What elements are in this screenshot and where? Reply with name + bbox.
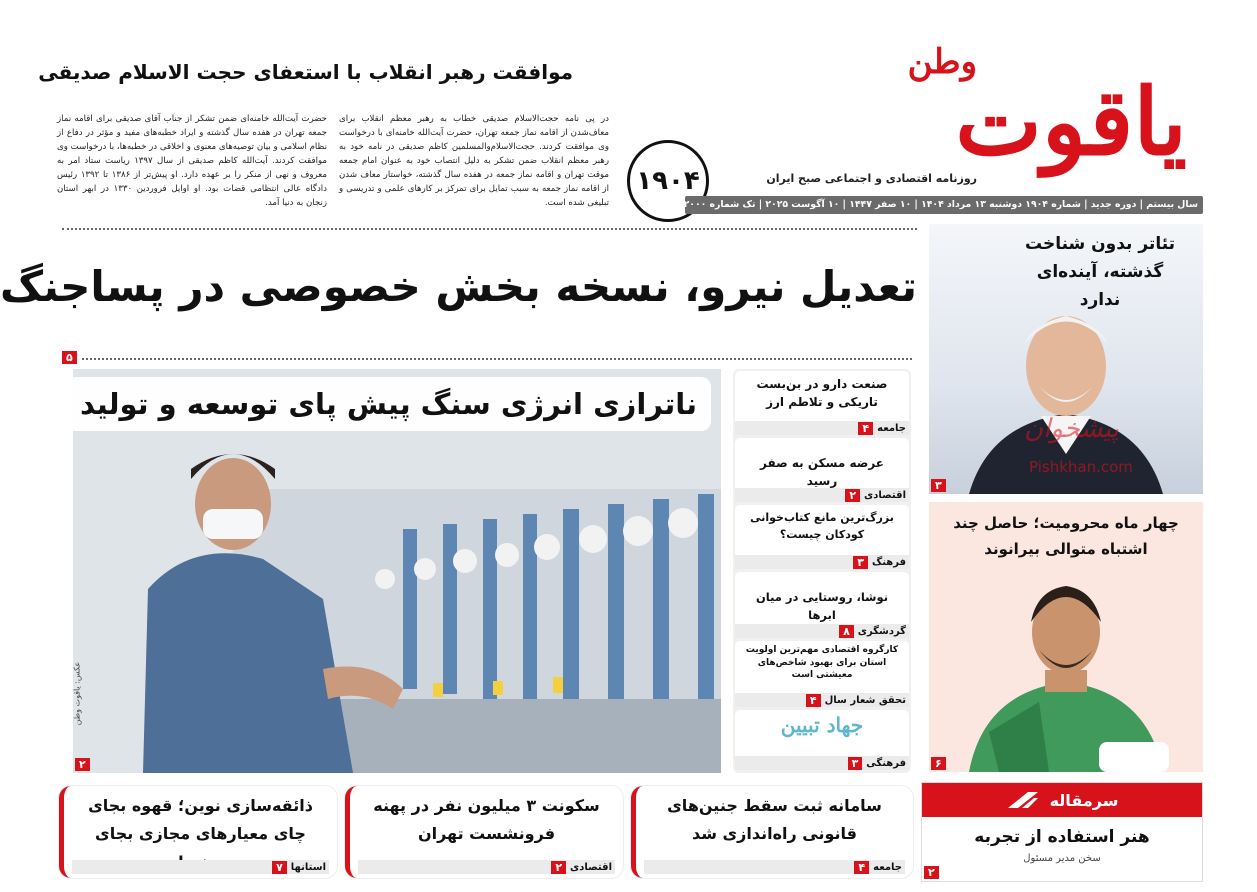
tagline: روزنامه اقتصادی و اجتماعی صبح ایران xyxy=(766,172,977,185)
issue-number: ۱۹۰۴ xyxy=(636,166,700,196)
side-item-2-tag xyxy=(735,488,909,502)
side-item-1-tag xyxy=(735,421,909,435)
editorial-title: هنر استفاده از تجربه xyxy=(974,827,1150,847)
bottom-story-2-page: ۲ xyxy=(551,861,566,874)
side-item-4-title: نوشا، روستایی در میان ابرها xyxy=(755,590,889,622)
bottom-story-1-page: ۷ xyxy=(272,861,287,874)
side-item-1-page: ۴ xyxy=(858,422,873,435)
side-item-5-tag xyxy=(735,693,909,707)
side-item-4-tag xyxy=(735,624,909,638)
right-story-2-title: چهار ماه محرومیت؛ حاصل چند اشتباه متوالی بیرانوند xyxy=(953,514,1179,558)
photo-title-box xyxy=(66,377,711,431)
bottom-story-1-title: ذائقه‌سازی نوین؛ قهوه بجای چای معیارهای مجازی بجای xyxy=(88,796,313,843)
bottom-story-3-page: ۴ xyxy=(854,861,869,874)
editorial-header xyxy=(922,783,1202,817)
bottom-story-2-title: سکونت ۳ میلیون نفر در پهنه فرونشست تهران xyxy=(373,796,600,843)
divider-top xyxy=(62,228,917,230)
dateline-text: سال بیستم | دوره جدید | شماره ۱۹۰۴ دوشنبه ۱۳ مرداد ۱۴۰۴ | ۱۰ صفر ۱۴۴۷ | ۱۰ آگوست ۲۰۲۵ | تک شماره ۱۲۰۰۰ تومان xyxy=(648,199,1198,210)
right-story-2-page: ۶ xyxy=(931,757,946,770)
editorial-author: سخن مدیر مسئول xyxy=(1023,853,1101,864)
top-story-headline: موافقت رهبر انقلاب با استعفای حجت الاسلام صدیقی xyxy=(38,60,573,84)
top-story-col-right: در پی نامه حجت‌الاسلام صدیقی خطاب به رهبر معظم انقلاب برای معاف‌شدن از اقامه نماز جمعه تهران، حضرت آیت‌الله خامنه‌ای با درخواست وی موافقت کردند. حجت‌الاسلام‌والمسلمین کاظم صدیقی در نامه خود به رهبر معظم انقلاب ضمن تشکر به دلیل انتصاب خود به عنوان امام جمعه موقت تهران و اقامه نماز جمعه در هفده سال گذشته، خواستار معاف شدن از اقامه نماز جمعه به سبب تمایل برای تمرکز بر کارهای علمی و تدریسی و تبلیغی شده است. xyxy=(339,114,609,208)
bottom-story-3-section: جامعه xyxy=(873,861,902,873)
logo-main-text: یاقوت xyxy=(955,68,1187,176)
right-story-1-watermark: پیشخوان xyxy=(1024,414,1119,444)
side-item-3-title: بزرگ‌ترین مانع کتاب‌خوانی کودکان چیست؟ xyxy=(750,511,894,541)
right-story-2[interactable] xyxy=(929,502,1203,772)
bottom-story-3[interactable] xyxy=(631,786,913,878)
masthead xyxy=(687,40,1207,220)
lead-page-number: ۵ xyxy=(62,351,77,364)
bottom-story-3-tag xyxy=(644,860,905,874)
side-item-2-section: اقتصادی xyxy=(864,489,906,501)
side-item-5-page: ۴ xyxy=(806,694,821,707)
right-story-1-title: تئاتر بدون شناخت گذشته، آینده‌ای ندارد xyxy=(1024,234,1176,310)
lead-photo-page: ۲ xyxy=(75,758,90,771)
side-item-6-page: ۳ xyxy=(848,757,863,770)
bottom-story-1-section: استانها xyxy=(290,861,326,873)
side-item-6-title: جهاد تبیین xyxy=(780,713,864,737)
side-item-6-tag xyxy=(735,756,909,770)
bottom-story-1-tag xyxy=(72,860,329,874)
bottom-story-2[interactable] xyxy=(345,786,623,878)
dateline-bar xyxy=(648,196,1203,214)
divider-lead xyxy=(82,358,912,360)
main-headline: تعدیل نیرو، نسخه بخش خصوصی در پساجنگ xyxy=(0,262,917,311)
lead-photo xyxy=(73,369,721,773)
side-item-2-page: ۲ xyxy=(845,489,860,502)
side-item-1[interactable] xyxy=(735,371,909,435)
portrait-illustration-2 xyxy=(929,572,1203,772)
side-item-3-page: ۳ xyxy=(853,556,868,569)
bottom-story-2-tag xyxy=(358,860,615,874)
bottom-story-3-title: سامانه ثبت سقط جنین‌های قانونی راه‌اندازی شد xyxy=(667,796,882,843)
side-item-2[interactable] xyxy=(735,438,909,502)
side-item-5-section: تحقق شعار سال xyxy=(824,694,906,706)
photo-title: ناترازی انرژی سنگ پیش پای توسعه و تولید xyxy=(80,387,697,421)
bottom-story-2-section: اقتصادی xyxy=(570,861,612,873)
side-item-3[interactable] xyxy=(735,505,909,569)
right-story-1[interactable] xyxy=(929,224,1203,494)
editorial-box[interactable] xyxy=(921,782,1203,882)
side-item-2-title: عرضه مسکن به صفر رسید xyxy=(760,456,884,488)
editorial-pen-icon xyxy=(1006,790,1040,810)
right-story-1-watermark-url: Pishkhan.com xyxy=(1029,458,1133,476)
side-item-3-section: فرهنگ xyxy=(871,556,906,568)
side-item-5[interactable] xyxy=(735,641,909,707)
editorial-label: سرمقاله xyxy=(1049,790,1119,810)
top-story-col-left: حضرت آیت‌الله خامنه‌ای ضمن تشکر از جناب آقای صدیقی برای اقامه نماز جمعه تهران در هفده سال گذشته و ایراد خطبه‌های مفید و مؤثر در دفاع از نظام اسلامی و بیان توصیه‌های معنوی و اخلاقی در خطبه‌ها، با درخواست وی موافقت کردند. آیت‌الله کاظم صدیقی از سال ۱۳۹۷ ریاست ستاد امر به معروف و نهی از منکر را بر عهده دارد. او پیش‌تر از ۱۳۸۶ تا ۱۳۹۲ رئیس دادگاه عالی انتظامی قضات بود. او اوایل فروردین ۱۳۳۰ در ابهر استان زنجان به دنیا آمد. xyxy=(57,114,328,208)
side-item-3-tag xyxy=(735,555,909,569)
side-item-4-section: گردشگری xyxy=(857,625,906,637)
photo-credit: عکس: یاقوت وطن xyxy=(72,661,82,726)
side-item-1-title: صنعت دارو در بن‌بست تاریکی و تلاطم ارز xyxy=(756,377,888,409)
right-story-1-page: ۳ xyxy=(931,479,946,492)
side-item-5-title: کارگروه اقتصادی مهم‌ترین اولویت استان برای بهبود شاخص‌های معیشتی است xyxy=(745,645,899,680)
logo-top-text: وطن xyxy=(907,42,977,82)
bottom-story-1[interactable] xyxy=(59,786,337,878)
side-item-6[interactable] xyxy=(735,710,909,770)
editorial-page: ۲ xyxy=(924,866,939,879)
side-item-4[interactable] xyxy=(735,572,909,638)
side-item-4-page: ۸ xyxy=(839,625,854,638)
side-item-6-section: فرهنگی xyxy=(866,757,906,769)
side-item-1-section: جامعه xyxy=(877,422,906,434)
